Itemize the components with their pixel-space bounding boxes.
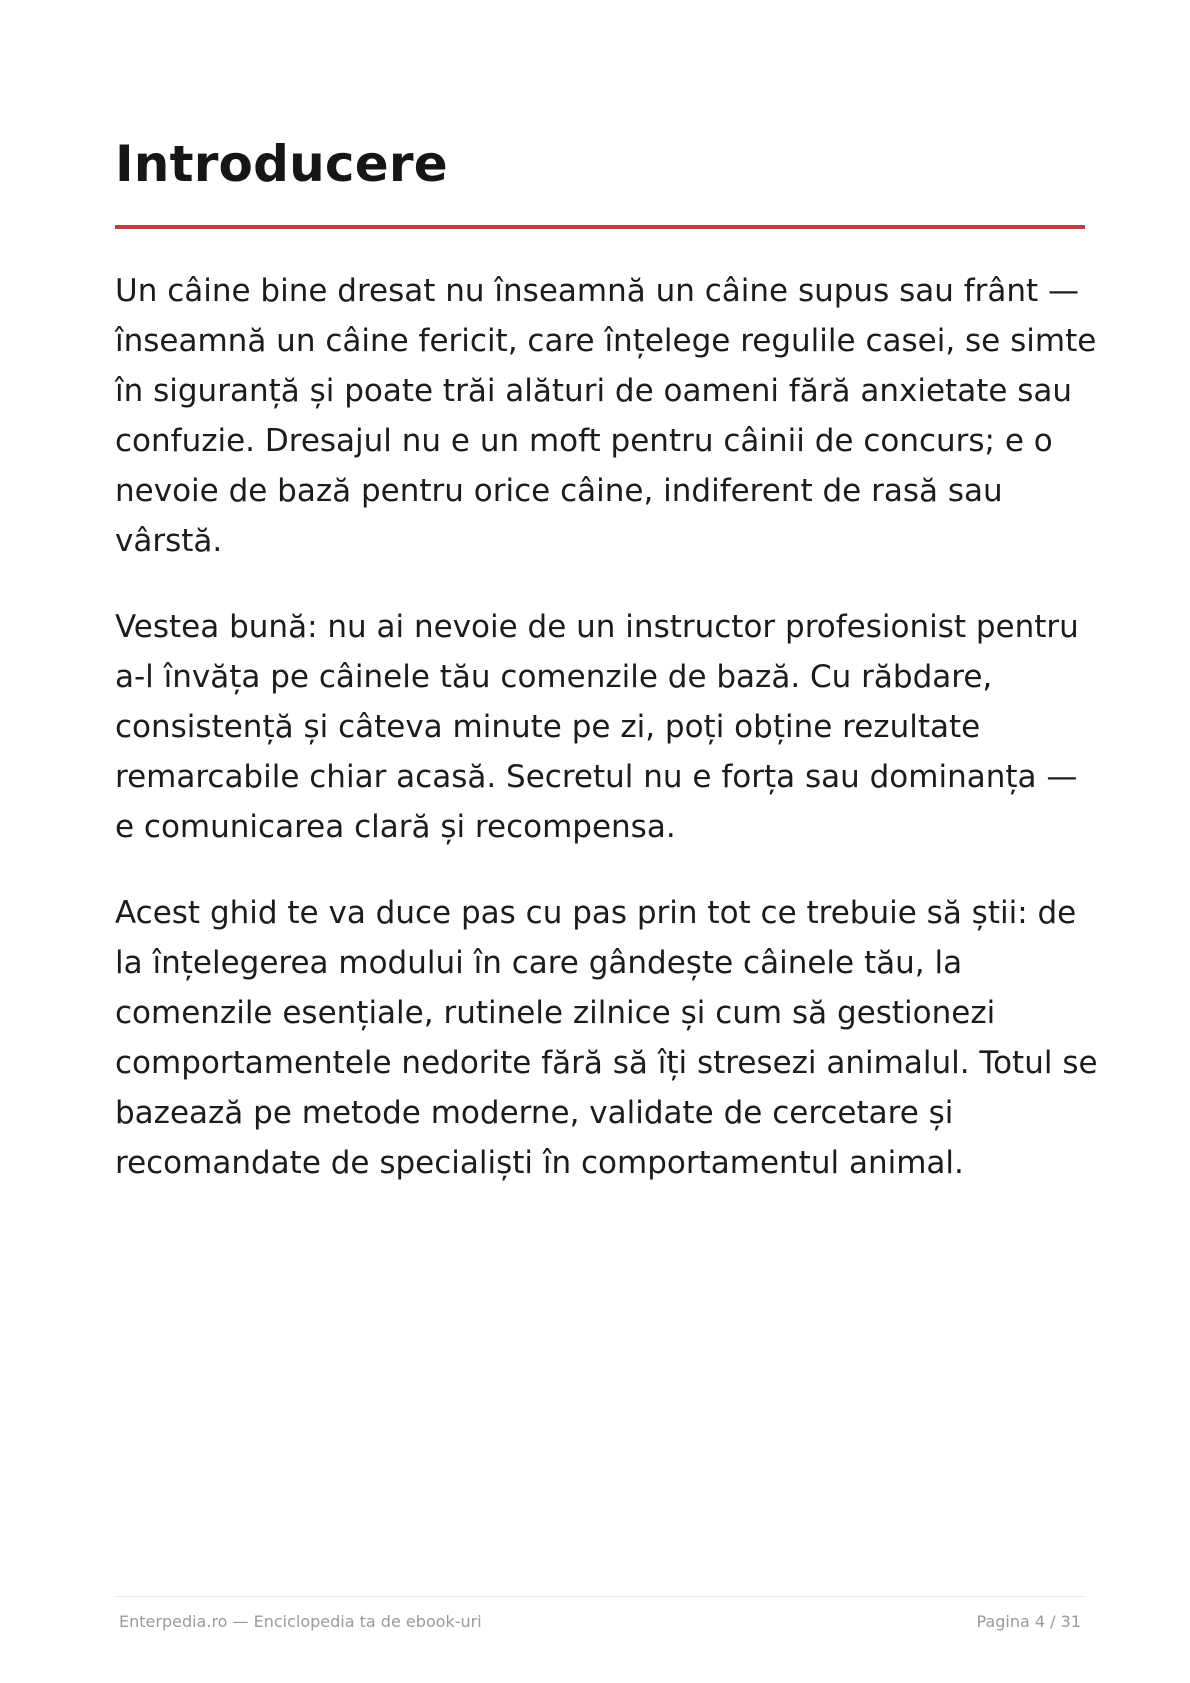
- document-page: [115, 0, 1098, 1683]
- paragraph-2: Vestea bună: nu ai nevoie de un instructor profesionist pentru a-l învăța pe câinele tău comenzile de bază. Cu răbdare, consistență și câteva minute pe zi, poți obține rezultate remarcabile chiar acasă. Secretul nu e forța sau dominanța — e comunicarea clară și recompensa.: [115, 609, 1079, 845]
- footer-page-number: Pagina 4 / 31: [976, 1612, 1081, 1631]
- paragraph-1: Un câine bine dresat nu înseamnă un câine supus sau frânt — înseamnă un câine fericit, care înțelege regulile casei, se simte în siguranță și poate trăi alături de oameni fără anxietate sau confuzie. Dresajul nu e un moft pentru câinii de concurs; e o nevoie de bază pentru orice câine, indiferent de rasă sau vârstă.: [115, 273, 1097, 559]
- body-text: [115, 266, 1100, 1224]
- page-title: Introducere: [115, 135, 448, 193]
- footer-site-name: Enterpedia.ro — Enciclopedia ta de ebook-uri: [119, 1612, 482, 1631]
- footer-divider: [115, 1596, 1085, 1597]
- paragraph-3: Acest ghid te va duce pas cu pas prin tot ce trebuie să știi: de la înțelegerea modului în care gândește câinele tău, la comenzile esențiale, rutinele zilnice și cum să gestionezi comportamentele nedorite fără să îți stresezi animalul. Totul se bazează pe metode moderne, validate de cercetare și recomandate de specialiști în comportamentul animal.: [115, 895, 1098, 1181]
- title-underline-divider: [115, 225, 1085, 229]
